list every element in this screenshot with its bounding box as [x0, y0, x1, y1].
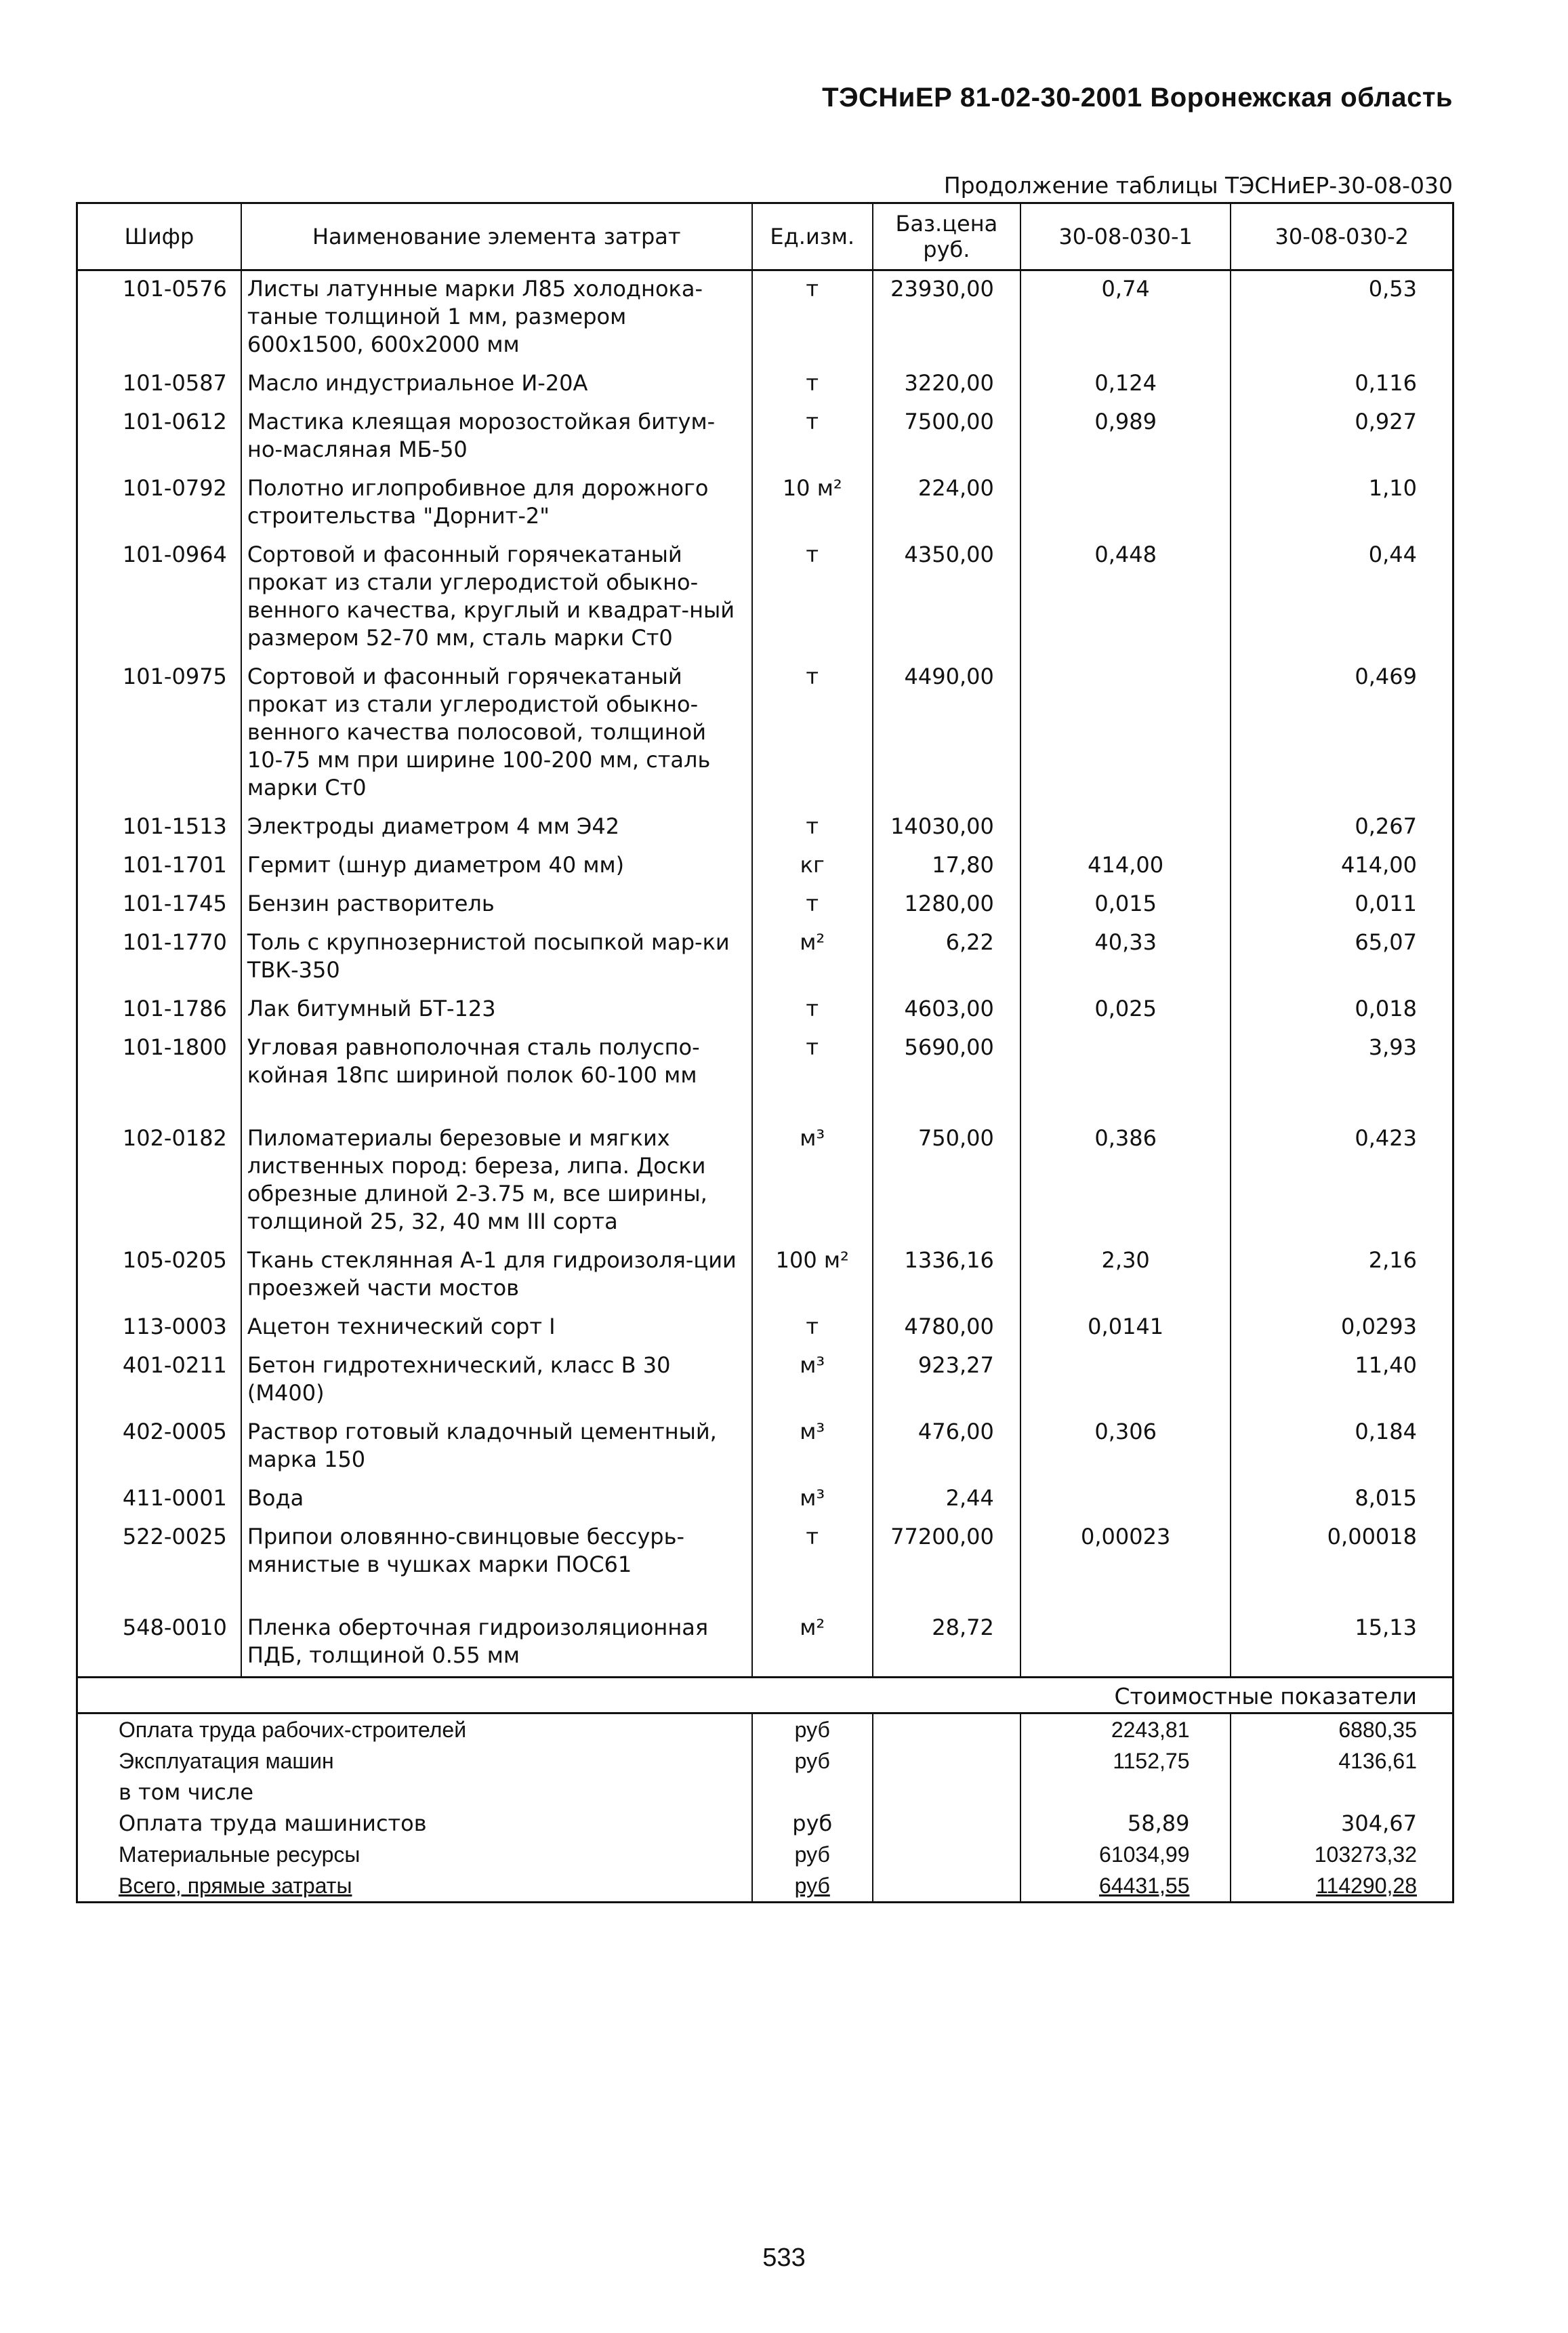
cell-unit: м³ [752, 1480, 873, 1519]
cell-v1 [1020, 1347, 1231, 1414]
cell-name: Вода [241, 1480, 752, 1519]
page-number: 533 [762, 2244, 806, 2272]
table-row [77, 1096, 1453, 1242]
totals-v1 [1020, 1777, 1231, 1808]
cell-v1: 0,306 [1020, 1414, 1231, 1480]
totals-unit: руб [752, 1713, 873, 1746]
cell-v2: 0,184 [1231, 1414, 1453, 1480]
cell-v2: 65,07 [1231, 925, 1453, 991]
cell-unit: м³ [752, 1347, 873, 1414]
totals-body [77, 1713, 1453, 1903]
cell-v2: 0,00018 [1231, 1519, 1453, 1585]
cell-name: Толь с крупнозернистой посыпкой мар-ки ТВК-350 [241, 925, 752, 991]
totals-empty [873, 1745, 1020, 1777]
cell-v1 [1020, 659, 1231, 809]
totals-v2: 6880,35 [1231, 1713, 1453, 1746]
table-row [77, 659, 1453, 809]
totals-empty [873, 1713, 1020, 1746]
cell-unit: 10 м² [752, 470, 873, 537]
cell-code: 101-0975 [77, 659, 241, 809]
document-title: ТЭСНиЕР 81-02-30-2001 Воронежская область [822, 83, 1453, 113]
totals-v1: 58,89 [1020, 1808, 1231, 1839]
totals-row [77, 1713, 1453, 1746]
totals-label: Оплата труда машинистов [77, 1808, 752, 1839]
cell-v1: 2,30 [1020, 1242, 1231, 1309]
table-continuation-caption: Продолжение таблицы ТЭСНиЕР-30-08-030 [943, 172, 1453, 199]
cell-v2: 1,10 [1231, 470, 1453, 537]
cell-v1: 0,0141 [1020, 1309, 1231, 1347]
cell-code: 101-0612 [77, 404, 241, 470]
cell-code: 101-1800 [77, 1030, 241, 1096]
cell-code: 101-0576 [77, 270, 241, 366]
table-row [77, 404, 1453, 470]
cell-v1 [1020, 1480, 1231, 1519]
cell-price: 2,44 [873, 1480, 1020, 1519]
totals-unit [752, 1777, 873, 1808]
cell-code: 105-0205 [77, 1242, 241, 1309]
cell-price: 4780,00 [873, 1309, 1020, 1347]
cell-code: 522-0025 [77, 1519, 241, 1585]
cell-v1: 0,989 [1020, 404, 1231, 470]
cell-price: 1336,16 [873, 1242, 1020, 1309]
cell-name: Пленка оберточная гидроизоляционная ПДБ, толщиной 0.55 мм [241, 1585, 752, 1678]
totals-v2: 4136,61 [1231, 1745, 1453, 1777]
cell-code: 101-1770 [77, 925, 241, 991]
cell-price: 4603,00 [873, 991, 1020, 1030]
cell-code: 402-0005 [77, 1414, 241, 1480]
cell-name: Ткань стеклянная А-1 для гидроизоля-ции проезжей части мостов [241, 1242, 752, 1309]
col-header-unit: Ед.изм. [752, 203, 873, 270]
totals-empty [873, 1870, 1020, 1903]
totals-row [77, 1870, 1453, 1903]
cell-v2: 414,00 [1231, 847, 1453, 886]
totals-v1: 1152,75 [1020, 1745, 1231, 1777]
totals-v1: 64431,55 [1020, 1870, 1231, 1903]
cell-v2: 0,423 [1231, 1096, 1453, 1242]
cell-unit: м³ [752, 1096, 873, 1242]
cell-v1 [1020, 1030, 1231, 1096]
table-row [77, 1347, 1453, 1414]
table-row [77, 925, 1453, 991]
cell-name: Припои оловянно-свинцовые бессурь-мянистые в чушках марки ПОС61 [241, 1519, 752, 1585]
totals-empty [873, 1808, 1020, 1839]
cell-name: Бензин растворитель [241, 886, 752, 925]
cell-code: 548-0010 [77, 1585, 241, 1678]
cell-name: Листы латунные марки Л85 холоднока-таные толщиной 1 мм, размером 600x1500, 600x2000 мм [241, 270, 752, 366]
cell-name: Сортовой и фасонный горячекатаный прокат из стали углеродистой обыкно-венного качества полосовой, толщиной 10-75 мм при ширине 100-200 мм, сталь марки Ст0 [241, 659, 752, 809]
totals-v2: 103273,32 [1231, 1839, 1453, 1870]
cell-v2: 8,015 [1231, 1480, 1453, 1519]
cell-unit: т [752, 270, 873, 366]
cell-v1: 0,015 [1020, 886, 1231, 925]
cell-code: 101-1786 [77, 991, 241, 1030]
cell-price: 923,27 [873, 1347, 1020, 1414]
cell-unit: т [752, 1030, 873, 1096]
cell-unit: т [752, 809, 873, 847]
table-row [77, 470, 1453, 537]
col-header-price: Баз.цена руб. [873, 203, 1020, 270]
cell-unit: т [752, 1309, 873, 1347]
resource-table [76, 202, 1454, 1903]
cell-unit: т [752, 404, 873, 470]
cell-name: Гермит (шнур диаметром 40 мм) [241, 847, 752, 886]
cell-price: 77200,00 [873, 1519, 1020, 1585]
cell-v2: 0,116 [1231, 365, 1453, 404]
cell-price: 17,80 [873, 847, 1020, 886]
totals-unit: руб [752, 1839, 873, 1870]
totals-empty [873, 1839, 1020, 1870]
cell-unit: т [752, 991, 873, 1030]
cell-unit: 100 м² [752, 1242, 873, 1309]
cell-v1 [1020, 1585, 1231, 1678]
cell-v2: 2,16 [1231, 1242, 1453, 1309]
cell-price: 750,00 [873, 1096, 1020, 1242]
cell-name: Ацетон технический сорт I [241, 1309, 752, 1347]
totals-label: Оплата труда рабочих-строителей [77, 1713, 752, 1746]
totals-row [77, 1745, 1453, 1777]
cell-name: Мастика клеящая морозостойкая битум-но-масляная МБ-50 [241, 404, 752, 470]
table-row [77, 847, 1453, 886]
cell-unit: кг [752, 847, 873, 886]
items-body [77, 270, 1453, 1713]
cell-code: 401-0211 [77, 1347, 241, 1414]
table-row [77, 365, 1453, 404]
totals-label: Всего, прямые затраты [77, 1870, 752, 1903]
cell-v1: 0,00023 [1020, 1519, 1231, 1585]
cell-v2: 0,011 [1231, 886, 1453, 925]
cell-code: 101-1513 [77, 809, 241, 847]
cell-v1: 0,386 [1020, 1096, 1231, 1242]
cell-price: 4350,00 [873, 537, 1020, 659]
cell-v1: 40,33 [1020, 925, 1231, 991]
cell-v1 [1020, 809, 1231, 847]
table-row [77, 1585, 1453, 1678]
totals-row [77, 1808, 1453, 1839]
table-row [77, 809, 1453, 847]
totals-label: Эксплуатация машин [77, 1745, 752, 1777]
totals-v1: 61034,99 [1020, 1839, 1231, 1870]
cell-name: Раствор готовый кладочный цементный, марка 150 [241, 1414, 752, 1480]
cell-v2: 11,40 [1231, 1347, 1453, 1414]
col-header-name: Наименование элемента затрат [241, 203, 752, 270]
table-row [77, 991, 1453, 1030]
cell-v2: 0,018 [1231, 991, 1453, 1030]
cell-v1: 414,00 [1020, 847, 1231, 886]
cell-price: 6,22 [873, 925, 1020, 991]
totals-label: в том числе [77, 1777, 752, 1808]
table-row [77, 537, 1453, 659]
cell-v2: 0,267 [1231, 809, 1453, 847]
cell-price: 224,00 [873, 470, 1020, 537]
table-row [77, 1030, 1453, 1096]
cell-price: 3220,00 [873, 365, 1020, 404]
cell-price: 1280,00 [873, 886, 1020, 925]
totals-v2: 304,67 [1231, 1808, 1453, 1839]
col-header-v2: 30-08-030-2 [1231, 203, 1453, 270]
cell-price: 476,00 [873, 1414, 1020, 1480]
cell-unit: т [752, 1519, 873, 1585]
cell-price: 7500,00 [873, 404, 1020, 470]
cell-v1 [1020, 470, 1231, 537]
cell-code: 101-1745 [77, 886, 241, 925]
cell-unit: т [752, 886, 873, 925]
cell-unit: м³ [752, 1414, 873, 1480]
totals-unit: руб [752, 1870, 873, 1903]
totals-row [77, 1839, 1453, 1870]
cell-name: Масло индустриальное И-20А [241, 365, 752, 404]
totals-v1: 2243,81 [1020, 1713, 1231, 1746]
cell-price: 5690,00 [873, 1030, 1020, 1096]
totals-empty [873, 1777, 1020, 1808]
col-header-code: Шифр [77, 203, 241, 270]
cell-code: 101-0792 [77, 470, 241, 537]
cell-price: 28,72 [873, 1585, 1020, 1678]
cell-code: 101-0587 [77, 365, 241, 404]
table-row [77, 886, 1453, 925]
cell-v2: 0,44 [1231, 537, 1453, 659]
table-row [77, 1480, 1453, 1519]
table-header-row [77, 203, 1453, 270]
totals-label: Материальные ресурсы [77, 1839, 752, 1870]
cost-header-row [77, 1678, 1453, 1713]
cell-code: 102-0182 [77, 1096, 241, 1242]
cell-name: Электроды диаметром 4 мм Э42 [241, 809, 752, 847]
cell-v2: 0,469 [1231, 659, 1453, 809]
cell-code: 113-0003 [77, 1309, 241, 1347]
cell-v1: 0,025 [1020, 991, 1231, 1030]
cell-unit: т [752, 365, 873, 404]
table-row [77, 1242, 1453, 1309]
cell-name: Бетон гидротехнический, класс В 30 (М400) [241, 1347, 752, 1414]
cost-header: Стоимостные показатели [77, 1678, 1453, 1713]
table-row [77, 1414, 1453, 1480]
cell-name: Лак битумный БТ-123 [241, 991, 752, 1030]
cell-code: 411-0001 [77, 1480, 241, 1519]
cell-v2: 3,93 [1231, 1030, 1453, 1096]
cell-v1: 0,448 [1020, 537, 1231, 659]
cell-code: 101-1701 [77, 847, 241, 886]
cell-price: 14030,00 [873, 809, 1020, 847]
totals-unit: руб [752, 1745, 873, 1777]
cell-v2: 0,53 [1231, 270, 1453, 366]
totals-row [77, 1777, 1453, 1808]
cell-v1: 0,124 [1020, 365, 1231, 404]
totals-v2: 114290,28 [1231, 1870, 1453, 1903]
cell-name: Угловая равнополочная сталь полуспо-койная 18пс шириной полок 60-100 мм [241, 1030, 752, 1096]
col-header-v1: 30-08-030-1 [1020, 203, 1231, 270]
totals-v2 [1231, 1777, 1453, 1808]
cell-price: 23930,00 [873, 270, 1020, 366]
cell-unit: т [752, 659, 873, 809]
cell-unit: т [752, 537, 873, 659]
cell-code: 101-0964 [77, 537, 241, 659]
cell-unit: м² [752, 925, 873, 991]
cell-price: 4490,00 [873, 659, 1020, 809]
table-row [77, 270, 1453, 366]
cell-v2: 15,13 [1231, 1585, 1453, 1678]
cell-v2: 0,0293 [1231, 1309, 1453, 1347]
table-row [77, 1309, 1453, 1347]
totals-unit: руб [752, 1808, 873, 1839]
cell-name: Сортовой и фасонный горячекатаный прокат из стали углеродистой обыкно-венного качества, круглый и квадрат-ный размером 52-70 мм, сталь марки Ст0 [241, 537, 752, 659]
cell-v1: 0,74 [1020, 270, 1231, 366]
cell-name: Полотно иглопробивное для дорожного строительства "Дорнит-2" [241, 470, 752, 537]
table-row [77, 1519, 1453, 1585]
cell-v2: 0,927 [1231, 404, 1453, 470]
cell-unit: м² [752, 1585, 873, 1678]
cell-name: Пиломатериалы березовые и мягких лиственных пород: береза, липа. Доски обрезные длиной 2-3.75 м, все ширины, толщиной 25, 32, 40 мм III сорта [241, 1096, 752, 1242]
